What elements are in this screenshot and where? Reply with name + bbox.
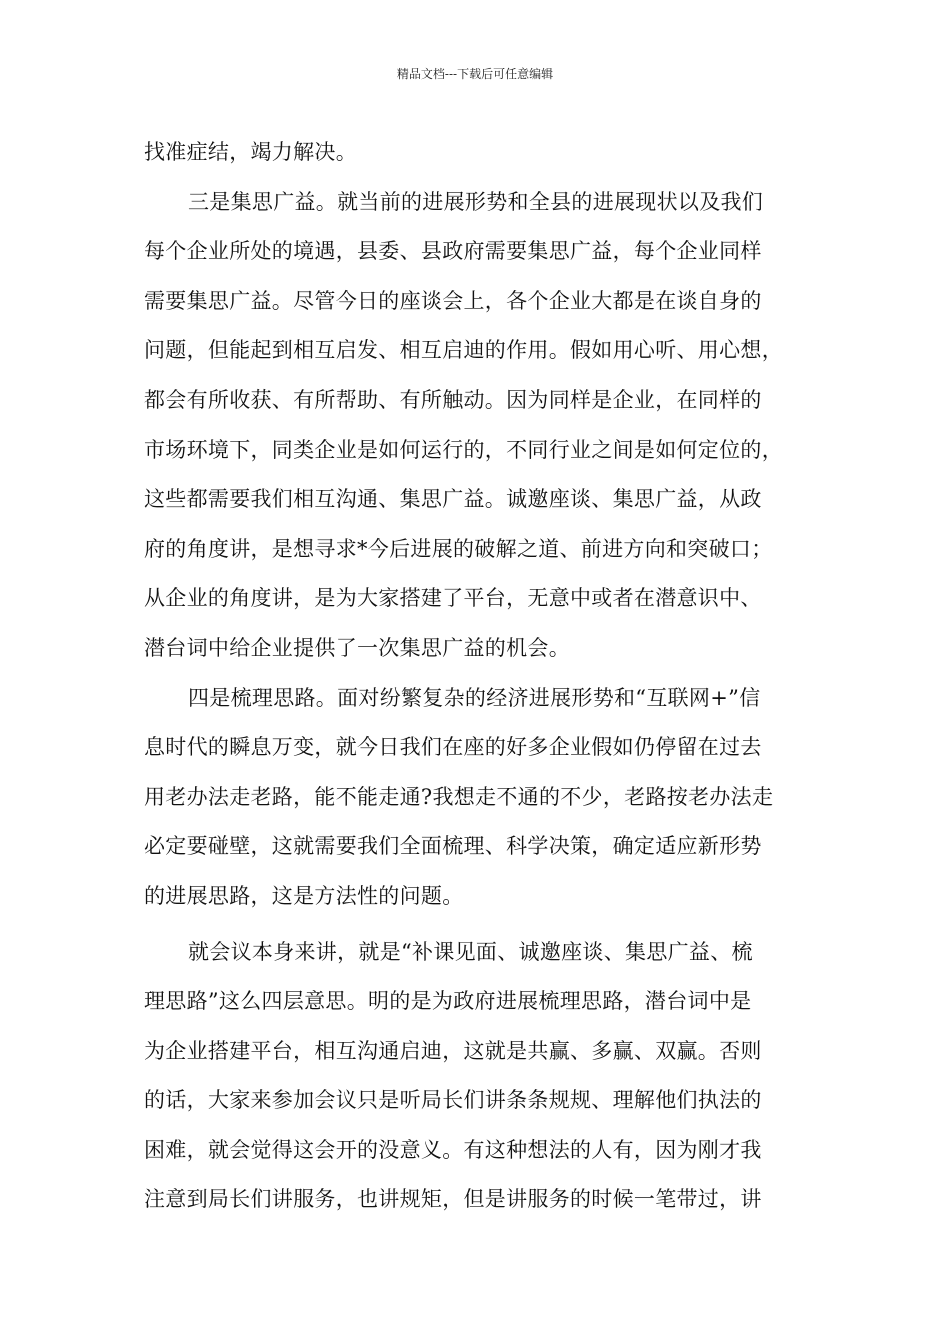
text-line: 潜台词中给企业提供了一次集思广益的机会。 — [144, 635, 570, 660]
text-line: 必定要碰壁，这就需要我们全面梳理、科学决策，确定适应新形势 — [144, 834, 762, 859]
paragraph — [144, 674, 824, 922]
text-line: 找准症结，竭力解决。 — [144, 140, 357, 164]
paragraph — [144, 128, 824, 178]
document-body — [144, 128, 824, 1225]
text-line: 的话，大家来参加会议只是听局长们讲条条规规、理解他们执法的 — [144, 1088, 762, 1113]
paragraph — [144, 928, 824, 1226]
text-line: 三是集思广益。就当前的进展形势和全县的进展现状以及我们 — [188, 189, 764, 214]
text-line: 为企业搭建平台，相互沟通启迪，这就是共赢、多赢、双赢。否则 — [144, 1038, 762, 1063]
text-line: 注意到局长们讲服务，也讲规矩，但是讲服务的时候一笔带过，讲 — [144, 1187, 762, 1212]
text-line: 息时代的瞬息万变，就今日我们在座的好多企业假如仍停留在过去 — [144, 735, 762, 760]
text-line: 四是梳理思路。面对纷繁复杂的经济进展形势和“互联网+”信 — [188, 685, 761, 710]
text-line: 市场环境下，同类企业是如何运行的，不同行业之间是如何定位的， — [144, 437, 783, 462]
text-line: 就会议本身来讲，就是“补课见面、诚邀座谈、集思广益、梳 — [188, 939, 753, 964]
text-line: 困难，就会觉得这会开的没意义。有这种想法的人有，因为刚才我 — [144, 1137, 762, 1162]
text-line: 府的角度讲，是想寻求*今后进展的破解之道、前进方向和突破口； — [144, 536, 773, 561]
text-line: 都会有所收获、有所帮助、有所触动。因为同样是企业，在同样的 — [144, 387, 762, 412]
text-line: 这些都需要我们相互沟通、集思广益。诚邀座谈、集思广益，从政 — [144, 487, 762, 512]
page-header: 精品文档---下载后可任意编辑 — [396, 67, 554, 81]
text-line: 需要集思广益。尽管今日的座谈会上，各个企业大都是在谈自身的 — [144, 288, 762, 313]
text-line: 的进展思路，这是方法性的问题。 — [144, 883, 464, 908]
text-line: 理思路”这么四层意思。明的是为政府进展梳理思路，潜台词中是 — [144, 989, 752, 1014]
text-line: 用老办法走老路，能不能走通?我想走不通的不少，老路按老办法走 — [144, 784, 774, 809]
text-line: 问题，但能起到相互启发、相互启迪的作用。假如用心听、用心想， — [144, 338, 783, 363]
text-line: 每个企业所处的境遇，县委、县政府需要集思广益，每个企业同样 — [144, 239, 762, 264]
paragraph — [144, 178, 824, 674]
text-line: 从企业的角度讲，是为大家搭建了平台，无意中或者在潜意识中、 — [144, 586, 762, 611]
